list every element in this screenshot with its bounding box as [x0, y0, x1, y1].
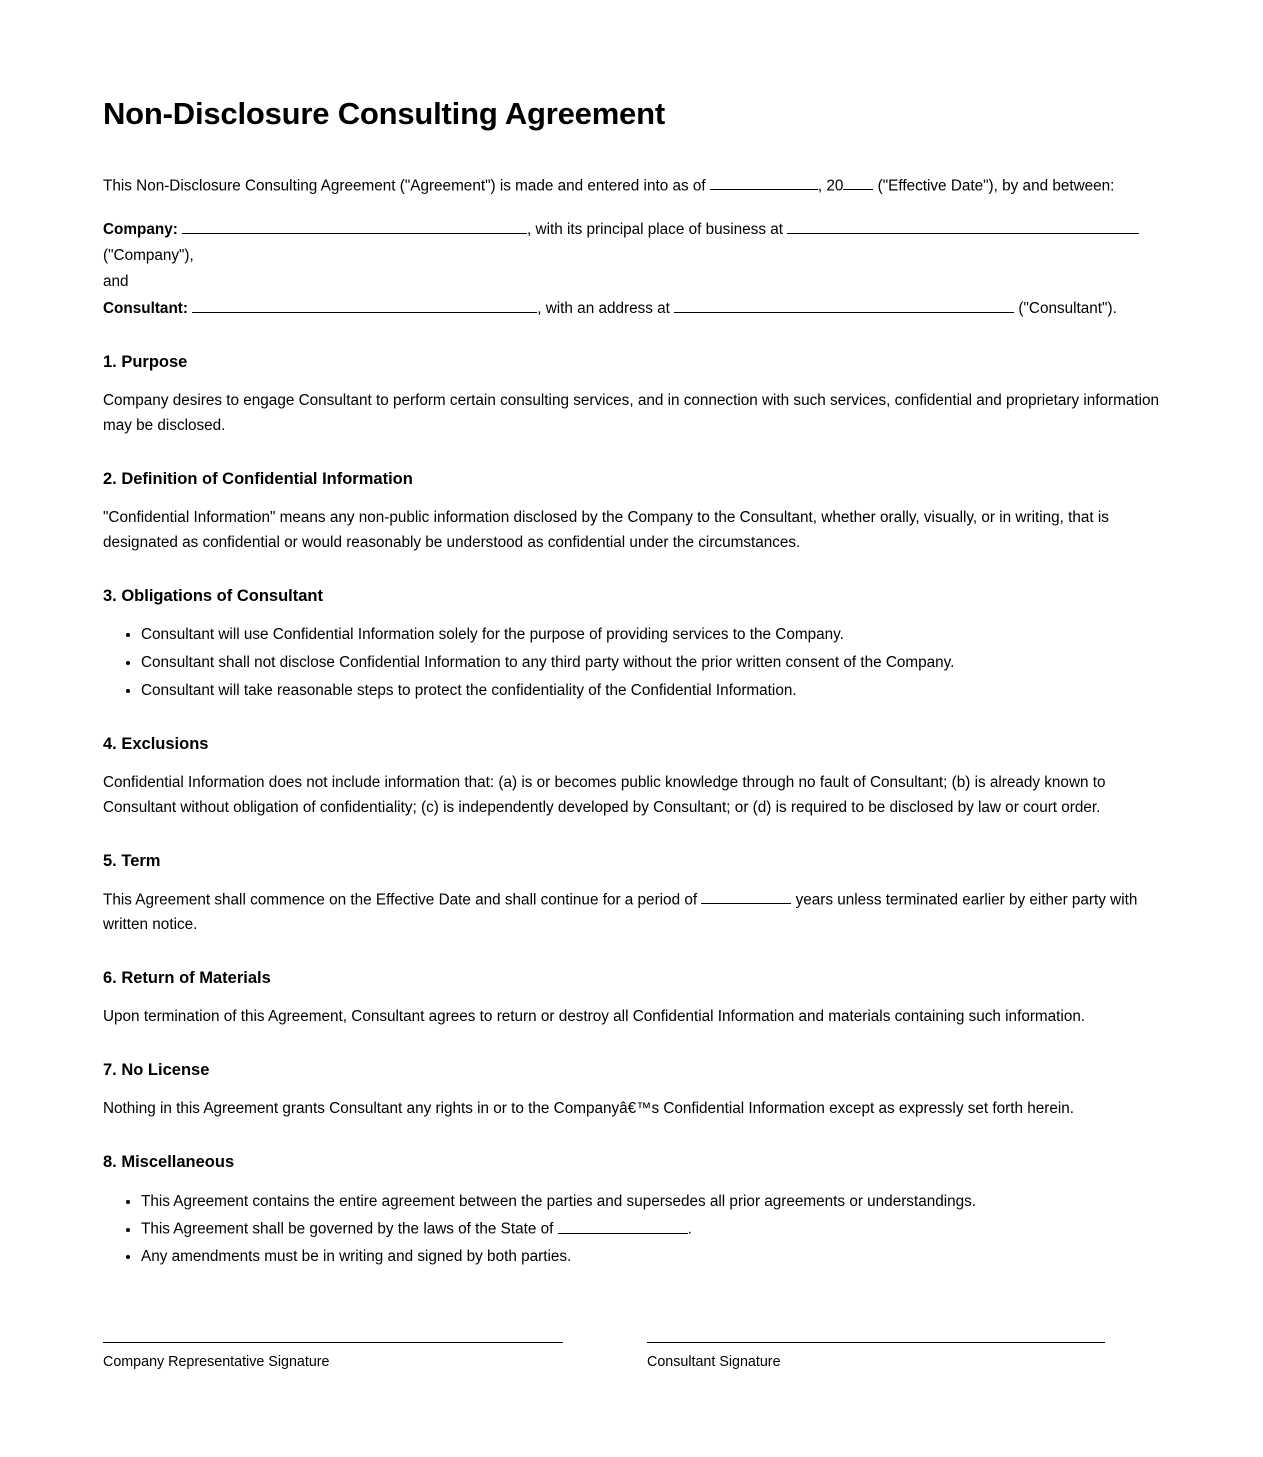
section-body-exclusions: Confidential Information does not include information that: (a) is or becomes public knowledge through no fault of Consultant; (b) is already known to Consultant without obligation of confidentiality; (c) is independently developed by Consultant; or (d) is required to be disclosed by law or court order. [103, 774, 1106, 816]
consultant-line [103, 296, 1161, 322]
company-line [103, 217, 1161, 243]
section-heading-exclusions: 4. Exclusions [103, 734, 209, 753]
company-label: Company: [103, 220, 178, 238]
company-address-blank[interactable] [787, 217, 1139, 233]
effective-date-blank[interactable] [710, 174, 818, 190]
obligations-list [103, 623, 1161, 703]
list-item: • Consultant will use Confidential Information solely for the purpose of providing services to the Company. [141, 623, 1161, 648]
effective-year-blank[interactable] [843, 174, 873, 190]
list-item: • Any amendments must be in writing and signed by both parties. [141, 1245, 1161, 1270]
section-heading-return-materials: 6. Return of Materials [103, 968, 271, 987]
company-name-blank[interactable] [182, 217, 527, 233]
section-heading-purpose: 1. Purpose [103, 352, 188, 371]
company-signature-column [103, 1342, 563, 1372]
page-title: Non-Disclosure Consulting Agreement [103, 96, 665, 131]
intro-text-before-date: This Non-Disclosure Consulting Agreement ("Agreement") is made and entered into as of [103, 176, 706, 194]
list-item [141, 1217, 1161, 1242]
section-body-no-license: Nothing in this Agreement grants Consultant any rights in or to the Companyâ€™s Confidential Information except as expressly set forth herein. [103, 1100, 1075, 1118]
section-heading-obligations: 3. Obligations of Consultant [103, 586, 323, 605]
governing-law-text-after-blank: . [687, 1220, 692, 1238]
consultant-middle-text: , with an address at [537, 299, 670, 317]
company-signature-line[interactable] [103, 1342, 563, 1343]
parties-block [103, 217, 1161, 322]
consultant-label: Consultant: [103, 299, 188, 317]
section-heading-definition: 2. Definition of Confidential Information [103, 469, 413, 488]
section-body-purpose: Company desires to engage Consultant to perform certain consulting services, and in connection with such services, confidential and proprietary information may be disclosed. [103, 392, 1160, 435]
term-text-after-blank: years unless terminated earlier by either party with written notice. [103, 891, 1138, 934]
section-heading-term: 5. Term [103, 851, 161, 870]
section-heading-no-license: 7. No License [103, 1061, 210, 1079]
list-item: • Consultant will take reasonable steps to protect the confidentiality of the Confidential Information. [141, 679, 1161, 704]
list-item: • Consultant shall not disclose Confidential Information to any third party without the prior written consent of the Company. [141, 651, 1161, 676]
consultant-address-blank[interactable] [674, 296, 1014, 312]
intro-text-after-date: , 20 [817, 176, 844, 194]
company-signature-label: Company Representative Signature [103, 1354, 330, 1371]
miscellaneous-list [103, 1190, 1161, 1271]
consultant-name-blank[interactable] [192, 296, 537, 312]
intro-text-after-year: ("Effective Date"), by and between: [877, 176, 1115, 194]
section-body-term [103, 888, 1161, 938]
company-suffix-line: ("Company"), [103, 247, 194, 264]
consultant-signature-column [647, 1342, 1107, 1372]
governing-law-text-before-blank: This Agreement shall be governed by the laws of the State of [141, 1220, 554, 1238]
consultant-signature-label: Consultant Signature [647, 1354, 781, 1371]
term-years-blank[interactable] [701, 888, 791, 904]
list-item: • This Agreement contains the entire agreement between the parties and supersedes all prior agreements or understandings. [141, 1190, 1161, 1215]
governing-state-blank[interactable] [558, 1217, 688, 1233]
section-heading-miscellaneous: 8. Miscellaneous [103, 1153, 235, 1172]
consultant-suffix-text: ("Consultant"). [1018, 299, 1117, 317]
term-text-before-blank: This Agreement shall commence on the Effective Date and shall continue for a period of [103, 891, 698, 909]
intro-paragraph [103, 174, 1161, 199]
section-body-return-materials: Upon termination of this Agreement, Consultant agrees to return or destroy all Confidential Information and materials containing such information. [103, 1008, 1086, 1026]
and-line: and [103, 273, 129, 291]
company-middle-text: , with its principal place of business at [527, 220, 783, 238]
signature-block [103, 1342, 1161, 1372]
consultant-signature-line[interactable] [647, 1342, 1105, 1343]
section-body-definition: "Confidential Information" means any non-public information disclosed by the Company to the Consultant, whether orally, visually, or in writing, that is designated as confidential or would reasonably be understood as confidential under the circumstances. [103, 509, 1109, 552]
